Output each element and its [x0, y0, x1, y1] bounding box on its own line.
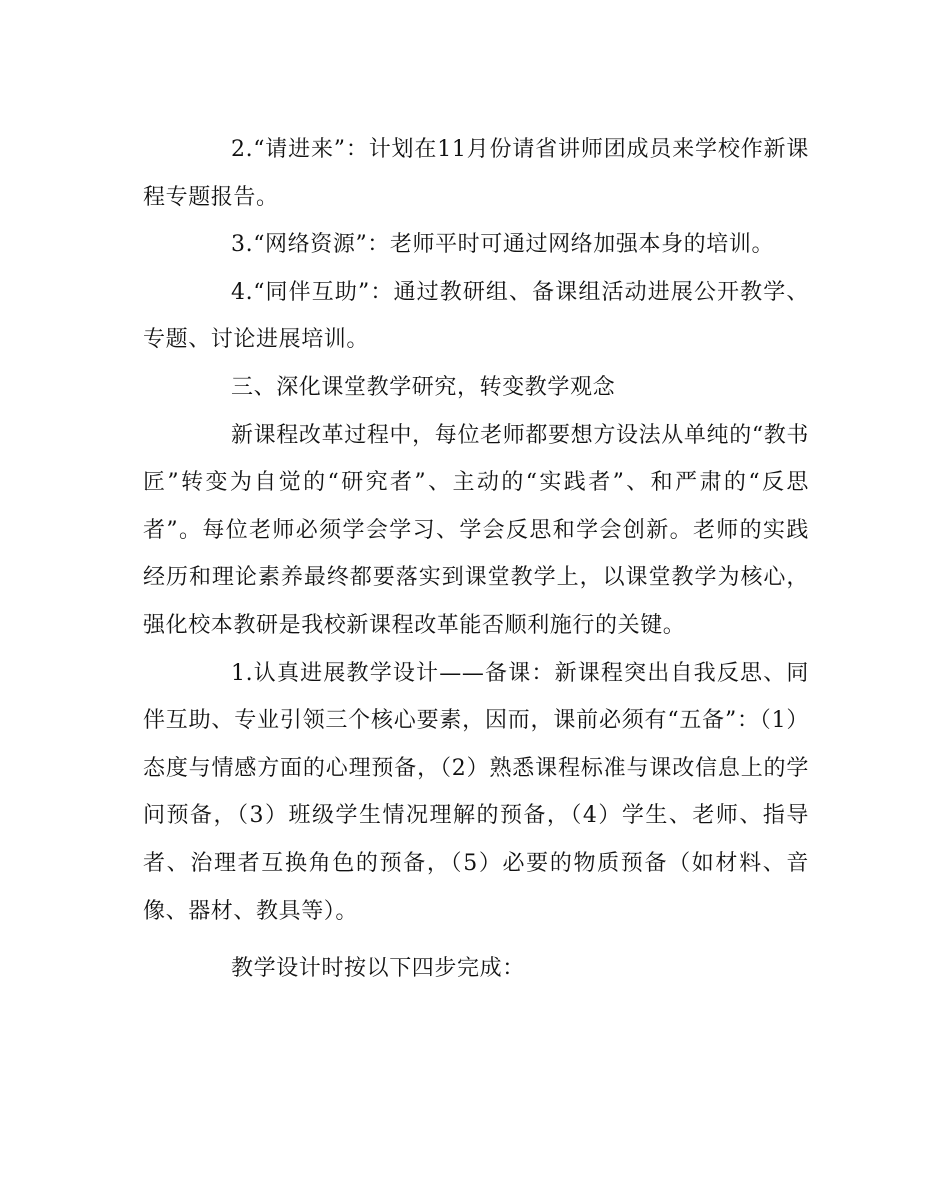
document-body: [143, 126, 809, 993]
section-heading-classroom-research: 三、深化课堂教学研究，转变教学观念: [231, 374, 616, 400]
paragraph-design-steps: 教学设计时按以下四步完成：: [231, 956, 525, 982]
paragraph-curriculum-reform: 新课程改革过程中，每位老师都要想方设法从单纯的“教书匠”转变为自觉的“研究者”、主动的“实践者”、和严肃的“反思者”。每位老师必须学会学习、学会反思和学会创新。老师的实践经历和理论素养最终都要落实到课堂教学上，以课堂教学为核心，强化校本教研是我校新课程改革能否顺利施行的关键。: [143, 422, 809, 638]
paragraph-network-resources: 3.“网络资源”：老师平时可通过网络加强本身的培训。: [231, 232, 775, 258]
paragraph-lesson-design: 1.认真进展教学设计——备课：新课程突出自我反思、同伴互助、专业引领三个核心要素，因而，课前必须有“五备”：（1）态度与情感方面的心理预备，（2）熟悉课程标准与课改信息上的学问预备，（3）班级学生情况理解的预备，（4）学生、老师、指导者、治理者互换角色的预备，（5）必要的物质预备（如材料、音像、器材、教具等）。: [143, 660, 809, 924]
paragraph-invite-speakers: 2.“请进来”：计划在11月份请省讲师团成员来学校作新课程专题报告。: [143, 137, 809, 210]
paragraph-peer-support: 4.“同伴互助”：通过教研组、备课组活动进展公开教学、专题、讨论进展培训。: [143, 279, 809, 353]
